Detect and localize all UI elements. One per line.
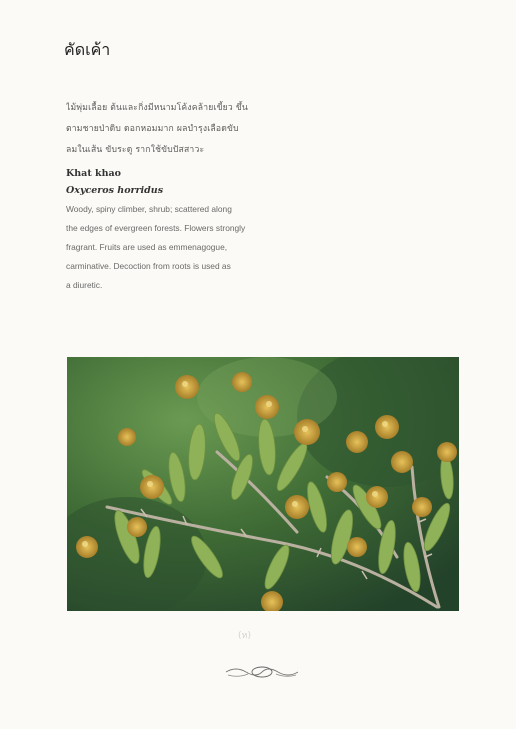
thai-line: ตามชายป่าดิบ ดอกหอมมาก ผลบำรุงเลือดขับ — [66, 124, 239, 134]
ornament-icon — [222, 664, 302, 680]
description-line: the edges of evergreen forests. Flowers strongly — [66, 223, 246, 233]
footer-ornament — [222, 664, 302, 680]
description-line: Woody, spiny climber, shrub; scattered along — [66, 204, 232, 214]
description-line: carminative. Decoction from roots is used as — [66, 261, 231, 271]
faint-watermark: (ห) — [238, 631, 251, 641]
page-title: คัดเค้า — [64, 40, 111, 59]
english-description — [66, 200, 262, 295]
thai-line: ลมในเส้น ขับระดู รากใช้ขับปัสสาวะ — [66, 145, 205, 155]
plant-photo — [67, 357, 459, 611]
thai-description — [66, 98, 276, 161]
common-name: Khat khao — [66, 168, 121, 179]
description-line: a diuretic. — [66, 280, 103, 290]
scientific-name: Oxyceros horridus — [66, 185, 164, 196]
thai-line: ไม้พุ่มเลื้อย ต้นและกิ่งมีหนามโค้งคล้ายเขี้ยว ขึ้น — [66, 103, 249, 113]
plant-photo-image — [67, 357, 459, 611]
description-line: fragrant. Fruits are used as emmenagogue, — [66, 242, 228, 252]
